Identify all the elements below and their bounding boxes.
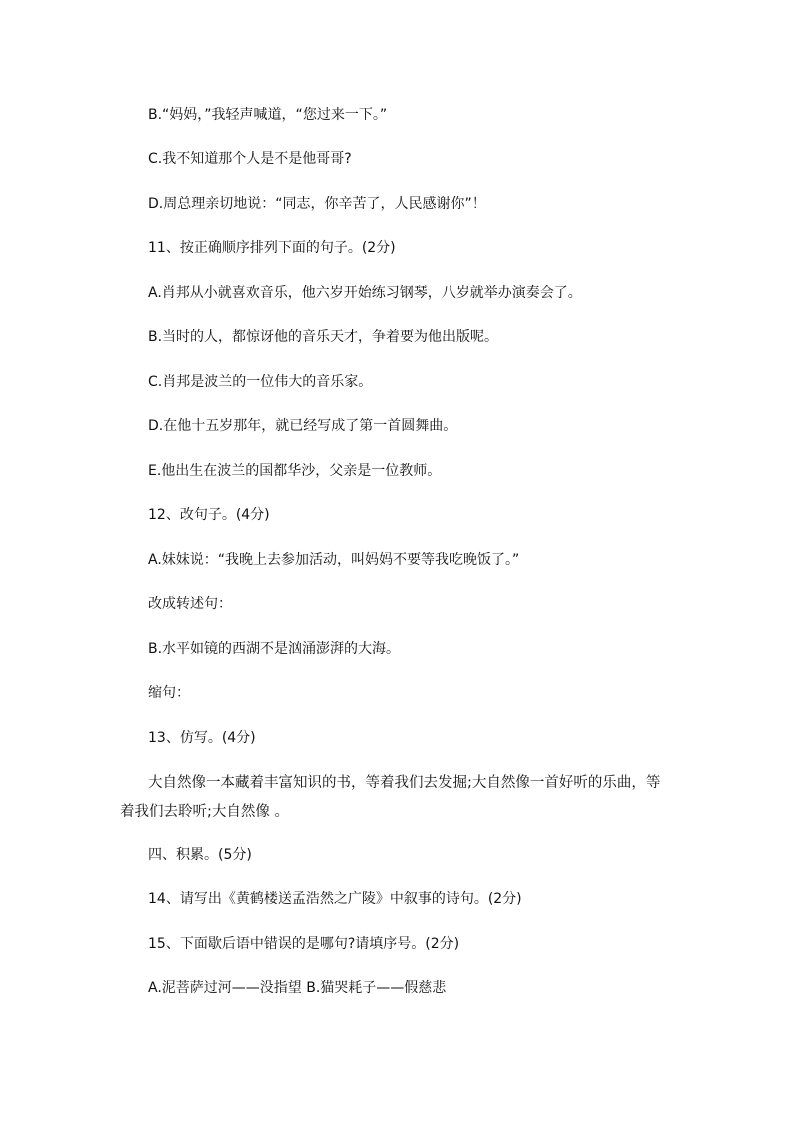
question-12-heading: 12、改句子。(4分)	[148, 507, 270, 523]
q12-instruction-indirect: 改成转述句：	[148, 596, 232, 612]
q11-sentence-b: B.当时的人，都惊讶他的音乐天才，争着要为他出版呢。	[148, 329, 499, 345]
option-d-line: D.周总理亲切地说：“同志，你辛苦了，人民感谢你”！	[148, 196, 486, 212]
section-4-heading: 四、积累。(5分)	[148, 847, 252, 863]
q11-sentence-a: A.肖邦从小就喜欢音乐，他六岁开始练习钢琴，八岁就举办演奏会了。	[148, 285, 582, 301]
q12-instruction-shorten: 缩句：	[148, 685, 190, 701]
question-14-heading: 14、请写出《黄鹤楼送孟浩然之广陵》中叙事的诗句。(2分)	[148, 891, 522, 907]
q11-sentence-c: C.肖邦是波兰的一位伟大的音乐家。	[148, 374, 373, 390]
question-11-heading: 11、按正确顺序排列下面的句子。(2分)	[148, 240, 396, 256]
option-c-line: C.我不知道那个人是不是他哥哥?	[148, 151, 352, 167]
option-b-line: B.“妈妈，”我轻声喊道，“您过来一下。”	[148, 107, 388, 123]
question-13-heading: 13、仿写。(4分)	[148, 730, 256, 746]
q11-sentence-d: D.在他十五岁那年，就已经写成了第一首圆舞曲。	[148, 418, 458, 434]
q15-options: A.泥菩萨过河——没指望 B.猫哭耗子——假慈悲	[148, 980, 447, 996]
q12-sentence-b: B.水平如镜的西湖不是汹涌澎湃的大海。	[148, 641, 401, 657]
q12-sentence-a: A.妹妹说：“我晚上去参加活动，叫妈妈不要等我吃晚饭了。”	[148, 552, 520, 568]
q11-sentence-e: E.他出生在波兰的国都华沙，父亲是一位教师。	[148, 463, 442, 479]
q13-imitation-paragraph: 大自然像一本藏着丰富知识的书，等着我们去发掘;大自然像一首好听的乐曲，等着我们去聆听;大自然像 。	[120, 775, 661, 820]
question-15-heading: 15、下面歇后语中错误的是哪句?请填序号。(2分)	[148, 936, 460, 952]
